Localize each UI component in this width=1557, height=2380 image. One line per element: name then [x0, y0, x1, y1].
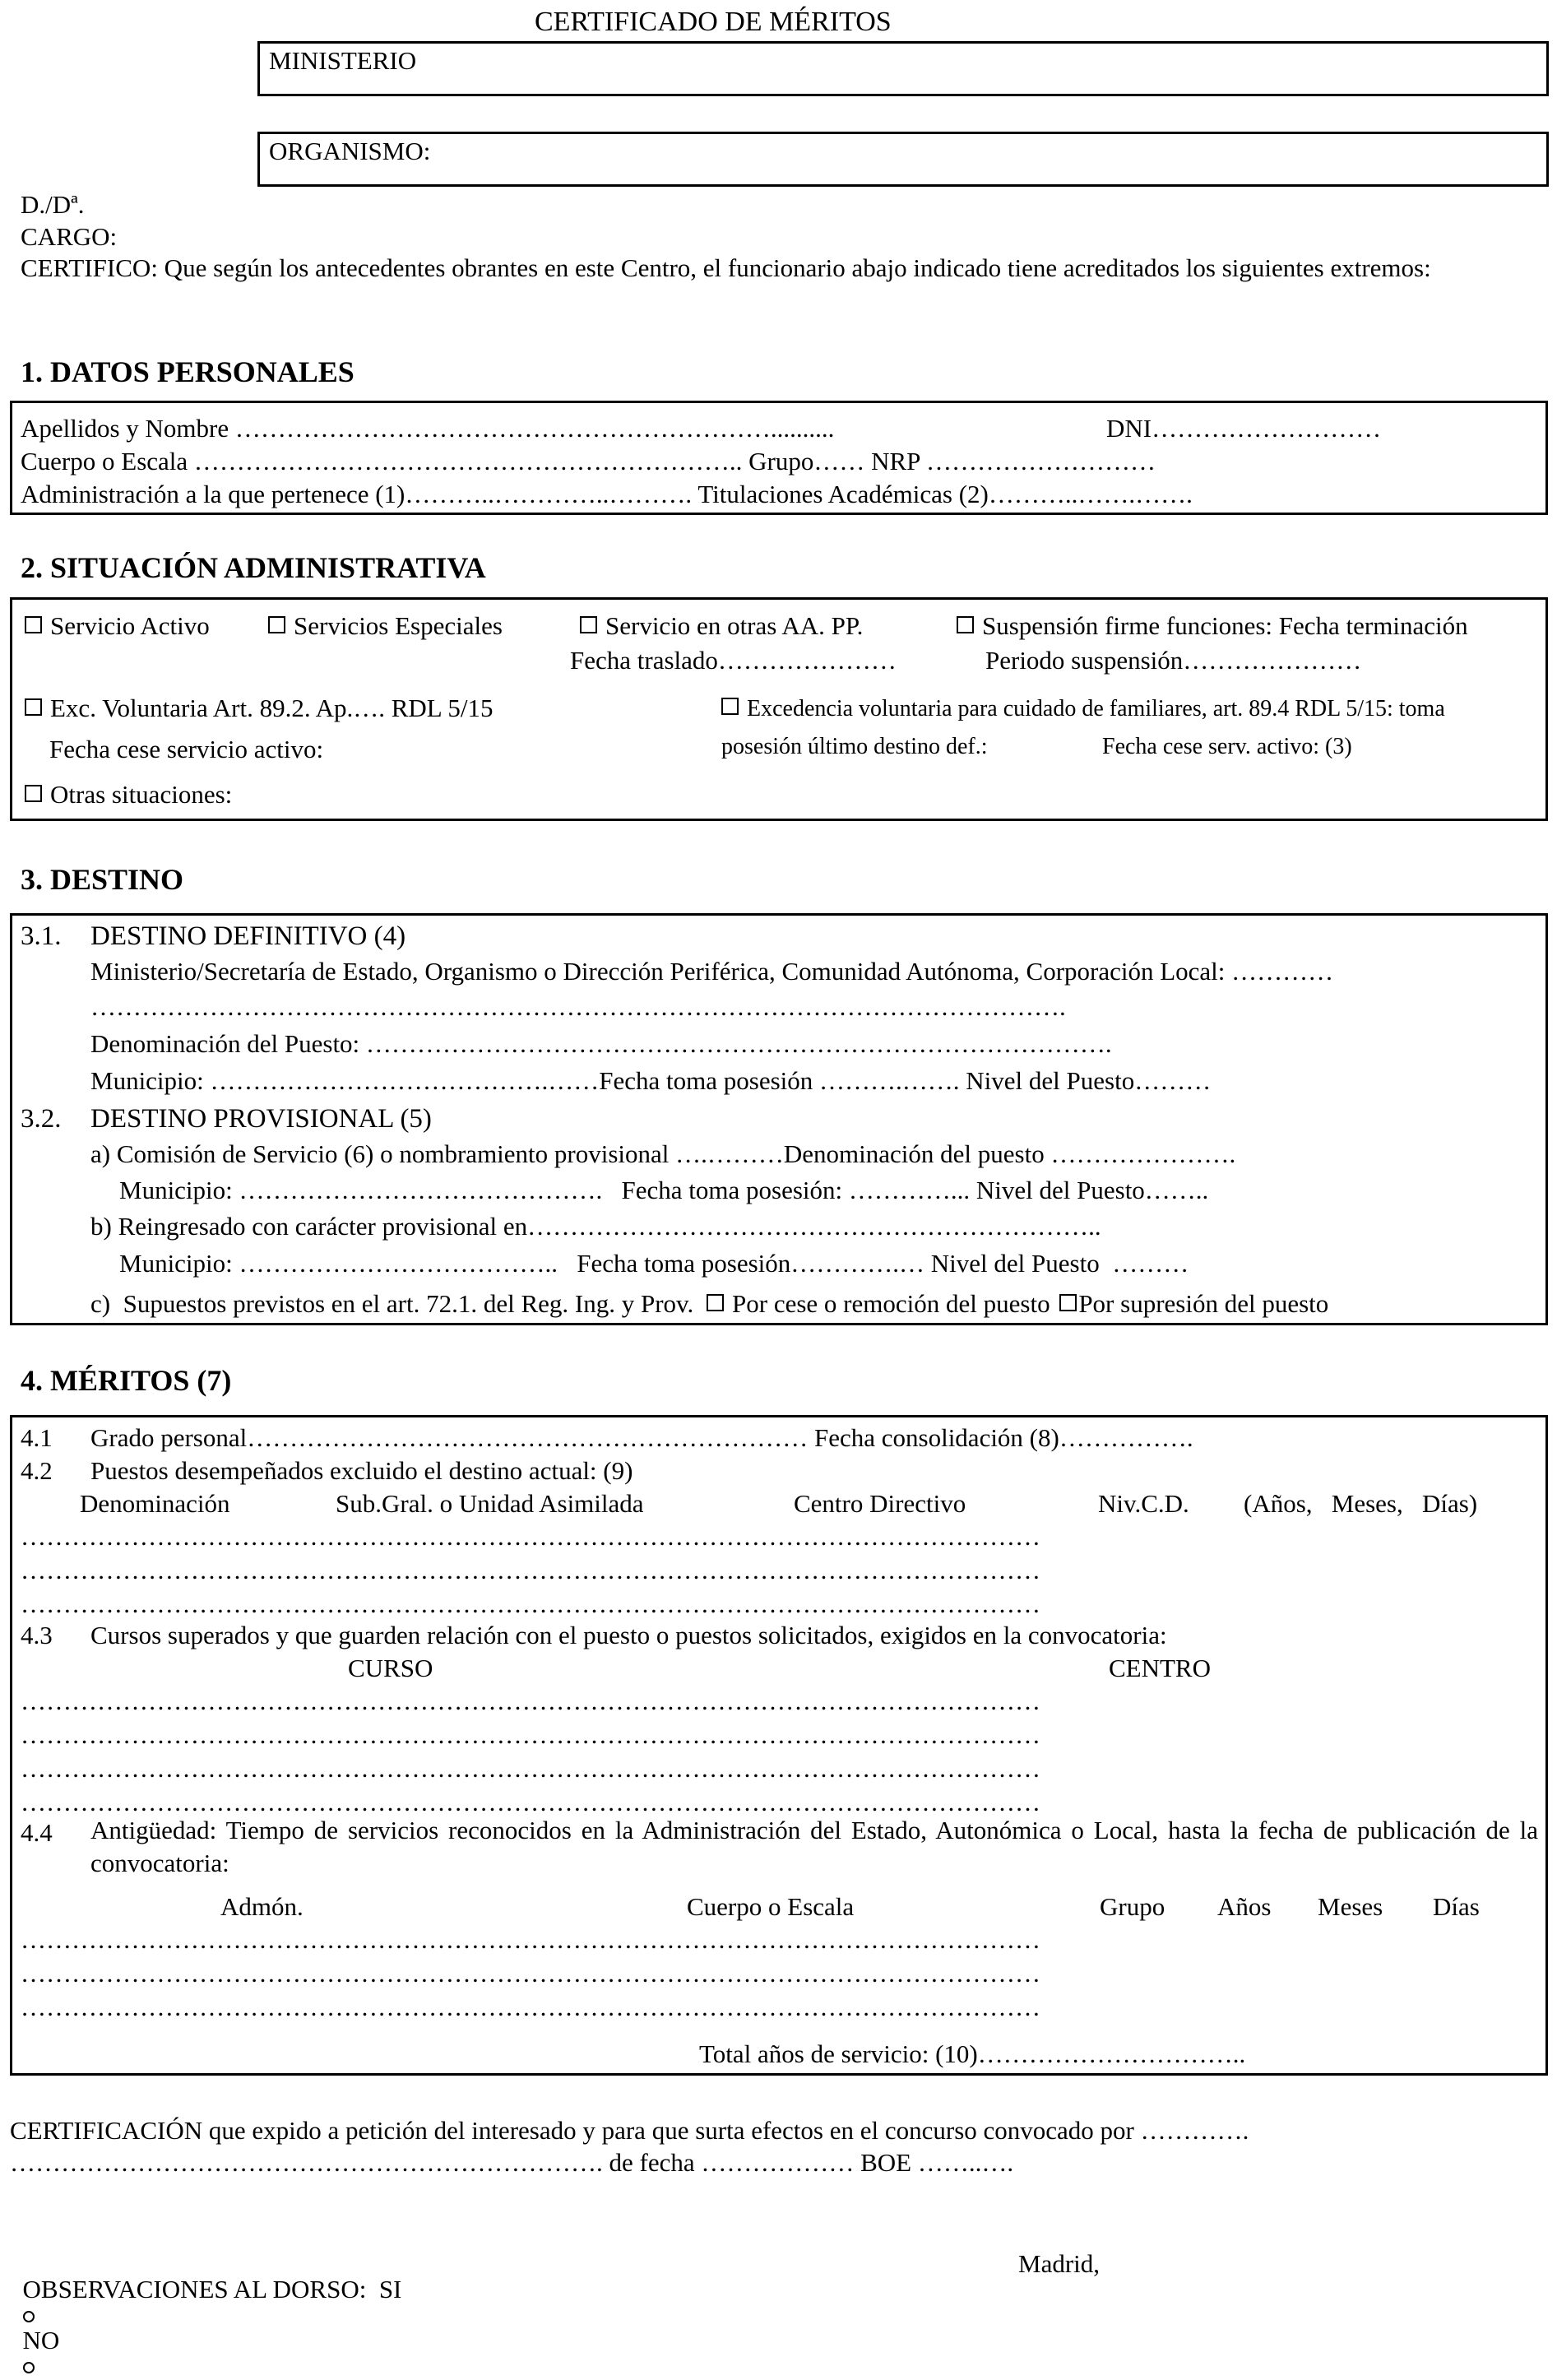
prov-c-label: c) Supuestos previstos en el art. 72.1. del Reg. Ing. y Prov.: [90, 1289, 694, 1318]
observaciones-si-radio[interactable]: [23, 2311, 35, 2322]
por-cese-checkbox[interactable]: [707, 1294, 724, 1311]
excedencia-cuidado-checkbox[interactable]: [721, 698, 739, 715]
servicio-otras-label: Servicio en otras AA. PP.: [605, 611, 864, 640]
document-title: CERTIFICADO DE MÉRITOS: [535, 7, 892, 37]
cargo-label: CARGO:: [21, 222, 118, 251]
servicios-especiales-checkbox[interactable]: [268, 616, 285, 633]
def-municipio-field: Municipio: ………………………………….……Fecha toma posesión ……….……. Nivel del Puesto………: [90, 1066, 1212, 1095]
col-centro: CENTRO: [1109, 1654, 1211, 1682]
servicio-otras-checkbox[interactable]: [580, 616, 597, 633]
observaciones-label: OBSERVACIONES AL DORSO: SI: [22, 2275, 402, 2303]
def-denominacion-field: Denominación del Puesto: …………………………………………………………………………….: [90, 1029, 1112, 1058]
excedencia-cuidado-option[interactable]: [721, 698, 1445, 721]
antiguedad-label: Antigüedad: Tiempo de servicios reconocidos en la Administración del Estado, Autonómica o Local, hasta la fecha de publicación de la convocatoria:: [90, 1816, 1538, 1877]
s4-4-number: 4.4: [21, 1818, 53, 1847]
prov-b-municipio-field: Municipio: ……………………………….. Fecha toma posesión………….… Nivel del Puesto ………: [119, 1249, 1189, 1278]
col-anos-meses-dias: (Años, Meses, Días): [1244, 1489, 1478, 1518]
posesion-ultimo-field: posesión último destino def.:: [721, 734, 988, 759]
cursos-dots-line: …………………………………………………………………………………………………………: [21, 1720, 1040, 1749]
col-subgral: Sub.Gral. o Unidad Asimilada: [336, 1489, 644, 1518]
s4-heading: 4. MÉRITOS (7): [21, 1364, 232, 1397]
certificacion-line-1: CERTIFICACIÓN que expido a petición del interesado y para que surta efectos en el concurso convocado por ………….: [10, 2116, 1249, 2145]
suspension-option[interactable]: [957, 613, 1468, 638]
periodo-suspension-field: Periodo suspensión…………………: [985, 646, 1362, 675]
observaciones-no-label: NO: [22, 2326, 60, 2354]
madrid-label: Madrid,: [1018, 2249, 1101, 2278]
col-centro-directivo: Centro Directivo: [794, 1489, 966, 1518]
col-nivcd: Niv.C.D.: [1098, 1489, 1189, 1518]
cursos-label: Cursos superados y que guarden relación con el puesto o puestos solicitados, exigidos en la convocatoria:: [90, 1621, 1167, 1649]
dd-label: D./Dª.: [21, 190, 85, 219]
col-cuerpo: Cuerpo o Escala: [687, 1892, 855, 1921]
col-admon: Admón.: [220, 1892, 304, 1921]
s4-1-number: 4.1: [21, 1423, 53, 1452]
destino-definitivo-title: DESTINO DEFINITIVO (4): [90, 921, 406, 951]
por-supresion-label: Por supresión del puesto: [1078, 1289, 1329, 1318]
grado-personal-field: Grado personal………………………………………………………… Fecha consolidación (8)…………….: [90, 1423, 1193, 1452]
prov-a-municipio-field: Municipio: ……………………………………. Fecha toma posesión: …………... Nivel del Puesto……..: [119, 1176, 1209, 1204]
s4-2-number: 4.2: [21, 1456, 53, 1485]
prov-b-field: b) Reingresado con carácter provisional en…………………………………………………………..: [90, 1212, 1101, 1241]
suspension-label: Suspensión firme funciones: Fecha terminación: [982, 611, 1468, 640]
col-anos: Años: [1217, 1892, 1272, 1921]
servicio-activo-option[interactable]: [25, 613, 210, 638]
cuerpo-field: Cuerpo o Escala ……………………………………………………….. Grupo…… NRP ………………………: [21, 447, 1156, 476]
organismo-box[interactable]: [257, 132, 1549, 187]
col-curso: CURSO: [348, 1654, 433, 1682]
fecha-traslado-field: Fecha traslado…………………: [570, 646, 897, 675]
antiguedad-dots-line: …………………………………………………………………………………………………………: [21, 1993, 1040, 2021]
def-dots-line: …………………………………………………………………………………………………….: [90, 992, 1066, 1021]
certifico-text: CERTIFICO: Que según los antecedentes obrantes en este Centro, el funcionario abajo indicado tiene acreditados los siguientes extremos:: [21, 253, 1431, 282]
certificacion-line-2: ……………………………………………………………. de fecha ……………… BOE ……..….: [10, 2148, 1014, 2177]
s3-1-number: 3.1.: [21, 921, 62, 951]
excedencia-cuidado-label: Excedencia voluntaria para cuidado de familiares, art. 89.4 RDL 5/15: toma: [747, 696, 1445, 721]
servicio-otras-option[interactable]: [580, 613, 863, 638]
def-ministerio-field: Ministerio/Secretaría de Estado, Organismo o Dirección Periférica, Comunidad Autónoma, Corporación Local: …………: [90, 957, 1334, 986]
puestos-label: Puestos desempeñados excluido el destino actual: (9): [90, 1456, 633, 1485]
fecha-cese-field: Fecha cese servicio activo:: [49, 735, 324, 763]
exc-voluntaria-checkbox[interactable]: [25, 698, 42, 716]
servicios-especiales-option[interactable]: [268, 613, 503, 638]
puestos-dots-line: …………………………………………………………………………………………………………: [21, 1589, 1040, 1618]
exc-voluntaria-option[interactable]: [25, 695, 493, 721]
servicio-activo-checkbox[interactable]: [25, 616, 42, 633]
por-cese-label: Por cese o remoción del puesto: [732, 1289, 1050, 1318]
exc-voluntaria-label: Exc. Voluntaria Art. 89.2. Ap.…. RDL 5/15: [50, 694, 494, 722]
total-anos-servicio: Total años de servicio: (10)…………………………..: [699, 2039, 1246, 2068]
prov-a-field: a) Comisión de Servicio (6) o nombramiento provisional ….………Denominación del puesto ………………….: [90, 1139, 1236, 1168]
s2-heading: 2. SITUACIÓN ADMINISTRATIVA: [21, 551, 486, 584]
observaciones-no-radio[interactable]: [23, 2362, 35, 2373]
s3-heading: 3. DESTINO: [21, 863, 184, 896]
observaciones-field: [10, 2251, 401, 2378]
prov-c-field: [90, 1291, 1328, 1316]
antiguedad-dots-line: …………………………………………………………………………………………………………: [21, 1959, 1040, 1988]
puestos-dots-line: …………………………………………………………………………………………………………: [21, 1522, 1040, 1551]
s1-heading: 1. DATOS PERSONALES: [21, 355, 354, 388]
suspension-checkbox[interactable]: [957, 616, 974, 633]
s4-3-number: 4.3: [21, 1621, 53, 1649]
por-supresion-checkbox[interactable]: [1059, 1294, 1077, 1311]
apellidos-field: Apellidos y Nombre ………………………………………………………..........: [21, 414, 835, 443]
col-denominacion: Denominación: [80, 1489, 230, 1518]
fecha-cese-serv-field: Fecha cese serv. activo: (3): [1102, 734, 1352, 759]
col-grupo: Grupo: [1100, 1892, 1165, 1921]
ministerio-box[interactable]: [257, 41, 1549, 96]
cursos-dots-line: …………………………………………………………………………………………………………: [21, 1788, 1040, 1816]
servicios-especiales-label: Servicios Especiales: [294, 611, 503, 640]
otras-situaciones-label: Otras situaciones:: [50, 780, 233, 809]
s3-2-number: 3.2.: [21, 1104, 62, 1134]
otras-situaciones-option[interactable]: [25, 782, 232, 807]
cursos-dots-line: …………………………………………………………………………………………………………: [21, 1754, 1040, 1783]
cursos-dots-line: …………………………………………………………………………………………………………: [21, 1686, 1040, 1715]
servicio-activo-label: Servicio Activo: [50, 611, 210, 640]
dni-field: DNI………………………: [1106, 414, 1382, 443]
antiguedad-dots-line: …………………………………………………………………………………………………………: [21, 1925, 1040, 1954]
destino-provisional-title: DESTINO PROVISIONAL (5): [90, 1104, 432, 1134]
puestos-dots-line: …………………………………………………………………………………………………………: [21, 1556, 1040, 1584]
ministerio-label: MINISTERIO: [269, 46, 417, 75]
organismo-label: ORGANISMO:: [269, 137, 431, 165]
col-dias: Días: [1433, 1892, 1480, 1921]
col-meses: Meses: [1318, 1892, 1383, 1921]
otras-situaciones-checkbox[interactable]: [25, 785, 42, 802]
administracion-field: Administración a la que pertenece (1)………..…………..………. Titulaciones Académicas (2)………..…….…….: [21, 480, 1193, 508]
